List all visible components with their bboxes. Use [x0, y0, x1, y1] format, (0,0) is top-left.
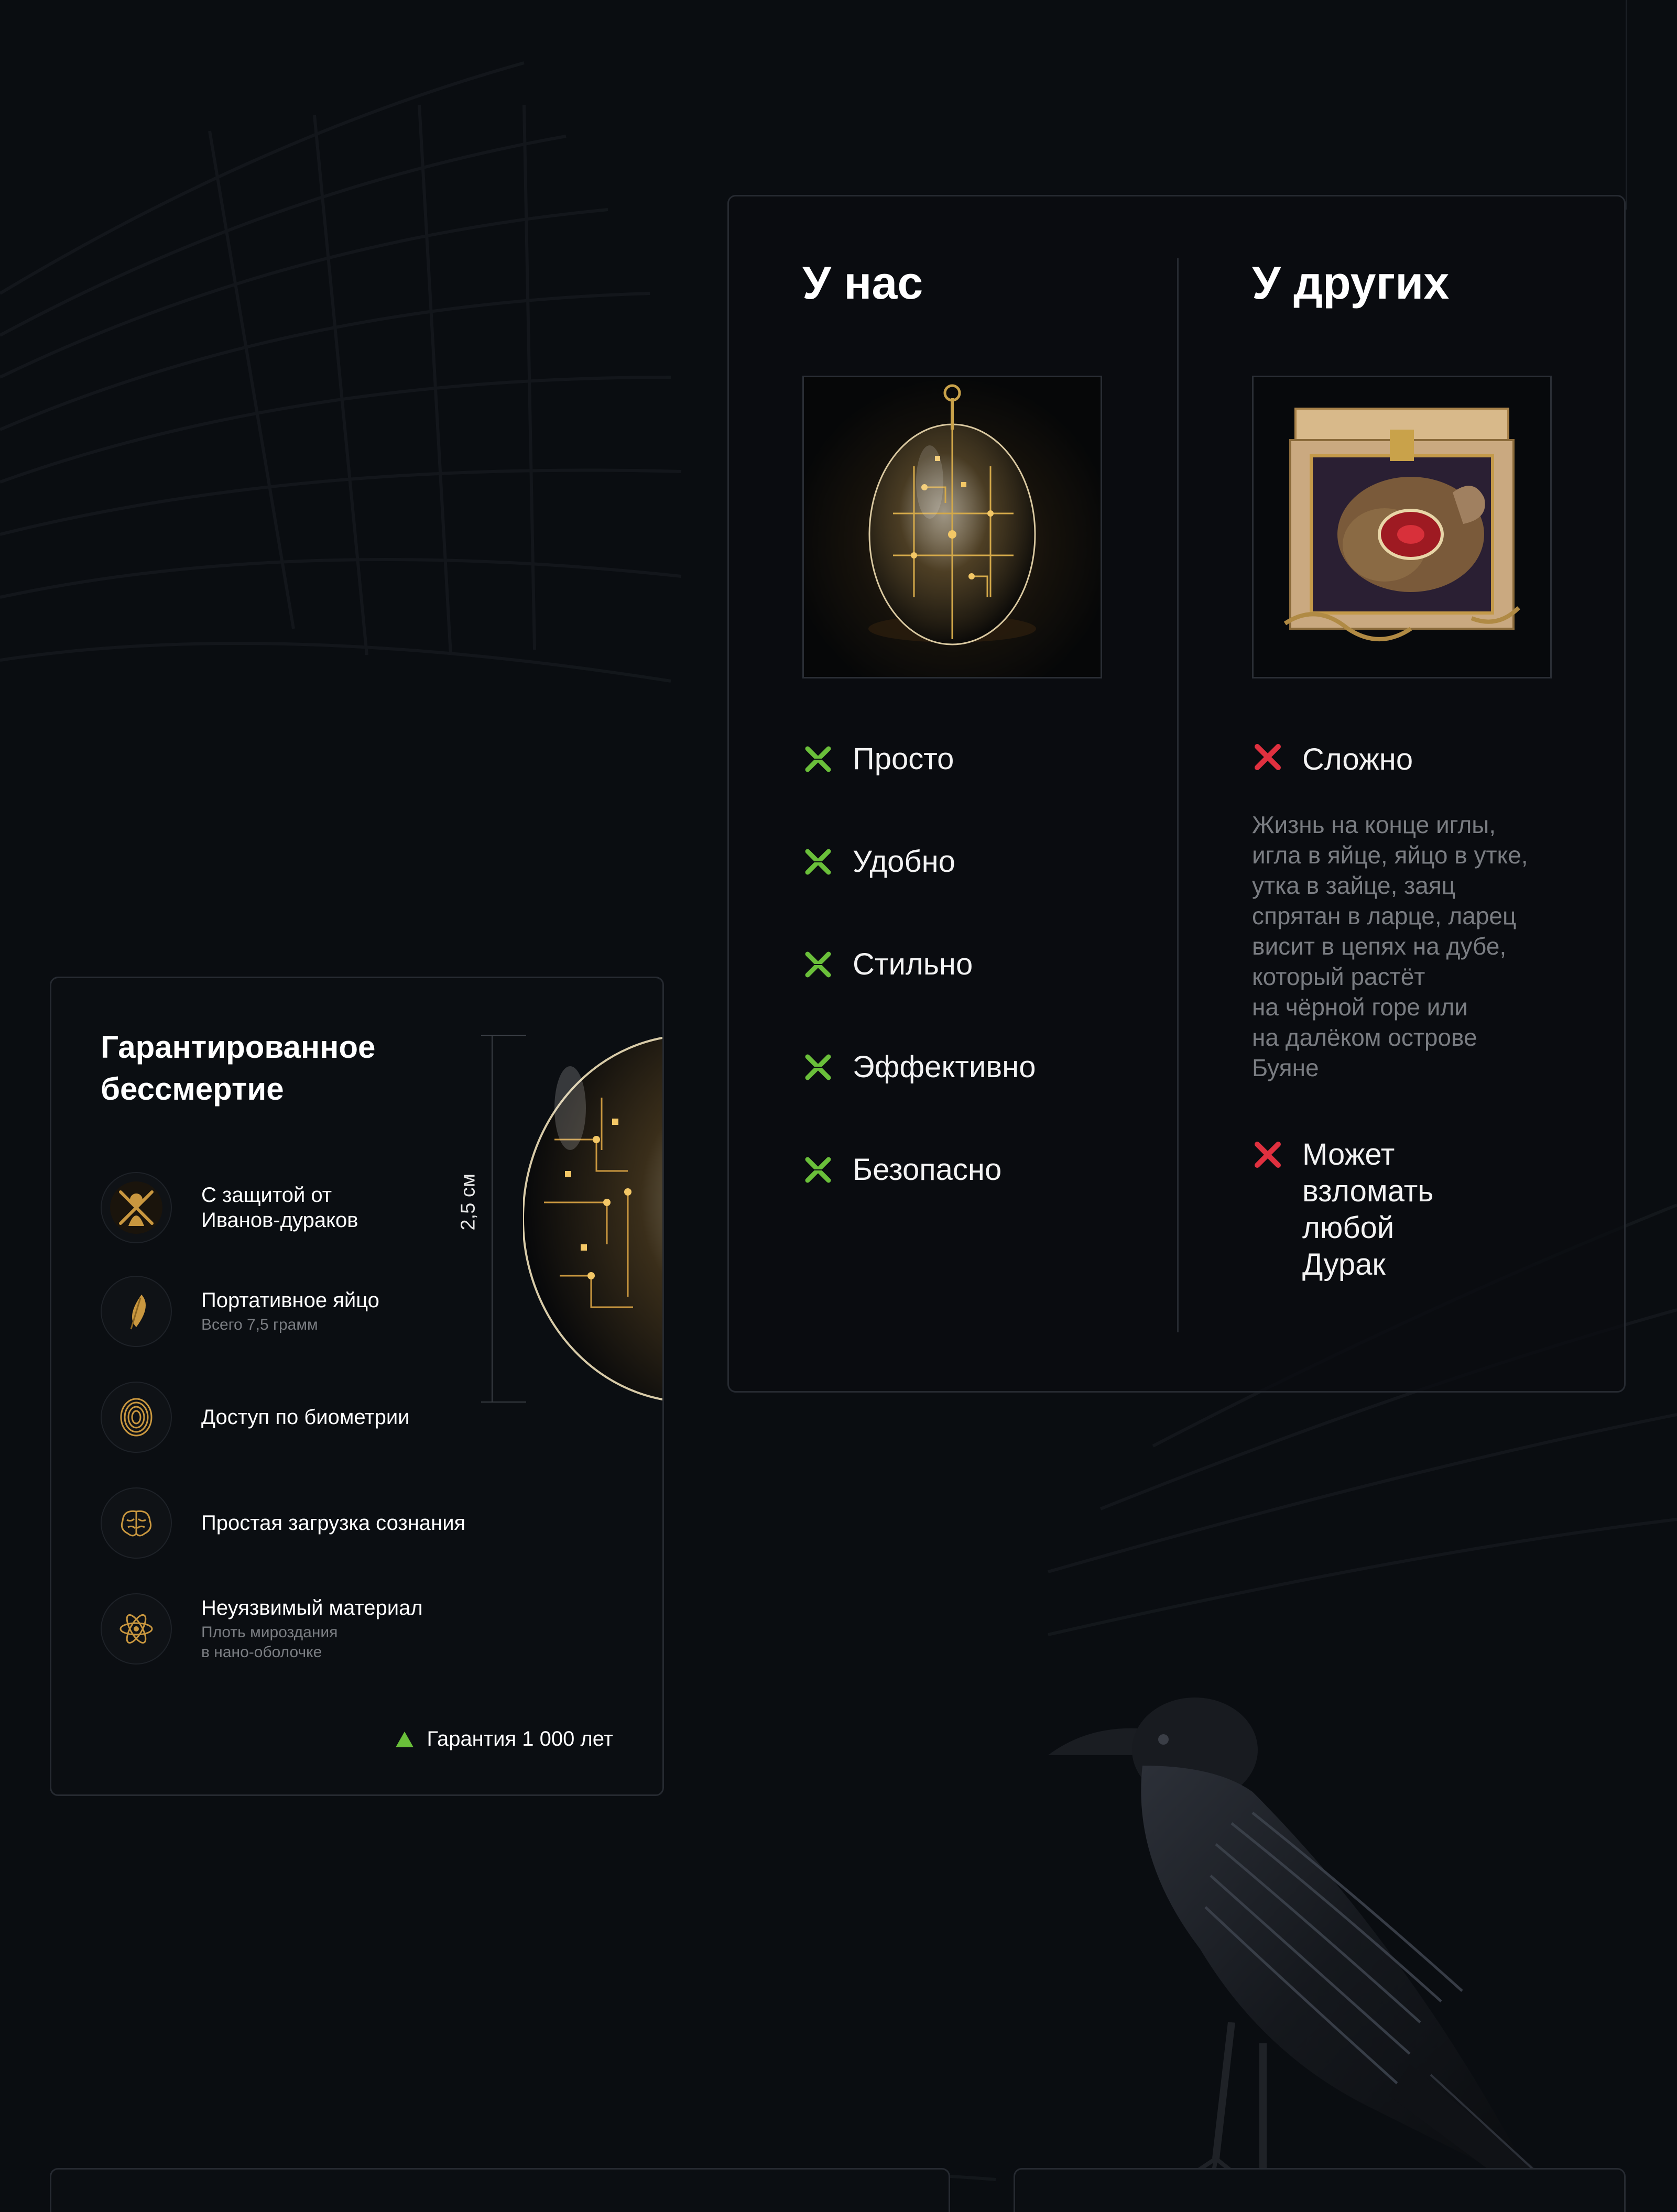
right-edge-line [1626, 0, 1627, 210]
atom-icon [101, 1593, 172, 1665]
bottom-card-left [50, 2168, 950, 2212]
green-cross-check-icon [802, 743, 834, 775]
pro-item-convenient [802, 844, 955, 879]
egg-closeup-image [523, 1035, 664, 1403]
warranty-badge [395, 1727, 613, 1751]
warranty-label: Гарантия 1 000 лет [427, 1727, 613, 1750]
feature-label: С защитой от Иванов-дураков [201, 1184, 358, 1232]
feature-item [101, 1276, 379, 1347]
triangle-up-icon [395, 1731, 415, 1748]
feature-label: Доступ по биометрии [201, 1406, 410, 1429]
red-cross-icon [1252, 741, 1283, 773]
brain-icon [101, 1487, 172, 1559]
feature-text [201, 1595, 423, 1662]
pro-label: Безопасно [853, 1153, 1002, 1187]
feature-item [101, 1487, 465, 1559]
fingerprint-icon [101, 1382, 172, 1453]
green-cross-check-icon [802, 846, 834, 878]
feather-icon [101, 1276, 172, 1347]
theirs-title: У других [1252, 257, 1450, 309]
raven-illustration [1043, 1687, 1598, 2212]
feature-text [201, 1405, 410, 1430]
pro-label: Удобно [853, 845, 955, 879]
con-label: Может взломать любой Дурак [1302, 1137, 1434, 1282]
feature-label: Неуязвимый материал [201, 1596, 423, 1619]
size-dimension-line [492, 1035, 493, 1403]
pro-item-effective [802, 1049, 1036, 1085]
con-item-complex [1252, 741, 1413, 778]
green-cross-check-icon [802, 1052, 834, 1083]
feature-text [201, 1182, 358, 1233]
red-cross-icon [1252, 1139, 1283, 1170]
green-cross-check-icon [802, 949, 834, 980]
feature-text [201, 1288, 379, 1335]
feature-item [101, 1172, 358, 1243]
bottom-card-right [1014, 2168, 1626, 2212]
crossed-swords-figure-icon [101, 1172, 172, 1243]
pro-item-simple [802, 741, 954, 776]
immortality-card: Гарантированное бессмертие С защитой от Иванов-дураков Портативное яйцо Всего 7,5 грамм Доступ по биометрии Простая загрузка сознания Неуязвимый материал Плоть мироздания в нано-оболочке 2,5 см Гарантия 1 000 лет [50, 977, 664, 1796]
comparison-card [727, 195, 1626, 1393]
crystal-egg-photo [802, 376, 1102, 678]
feature-item [101, 1382, 410, 1453]
size-dimension-tick-top [481, 1035, 526, 1036]
feature-sublabel: Всего 7,5 грамм [201, 1316, 318, 1333]
pro-label: Эффективно [853, 1050, 1036, 1084]
immortality-title: Гарантированное бессмертие [101, 1030, 376, 1107]
comparison-divider [1177, 258, 1179, 1332]
feature-item [101, 1593, 423, 1665]
feature-text [201, 1510, 465, 1536]
pro-item-safe [802, 1152, 1001, 1187]
ours-title: У нас [802, 257, 923, 309]
pro-label: Просто [853, 742, 954, 776]
con-description: Жизнь на конце иглы, игла в яйце, яйцо в утке, утка в зайце, заяц спрятан в ларце, ларец висит в цепях на дубе, который растёт на чёрной горе или на далёком острове Буяне [1252, 811, 1528, 1081]
con-item-hackable [1252, 1136, 1434, 1283]
feature-label: Портативное яйцо [201, 1289, 379, 1312]
ornate-chest-photo [1252, 376, 1552, 678]
feature-sublabel: Плоть мироздания в нано-оболочке [201, 1624, 338, 1661]
pro-item-stylish [802, 947, 973, 982]
con-label: Сложно [1302, 742, 1413, 776]
size-dimension-tick-bottom [481, 1401, 526, 1403]
feature-label: Простая загрузка сознания [201, 1512, 466, 1535]
pro-label: Стильно [853, 947, 973, 981]
green-cross-check-icon [802, 1154, 834, 1186]
